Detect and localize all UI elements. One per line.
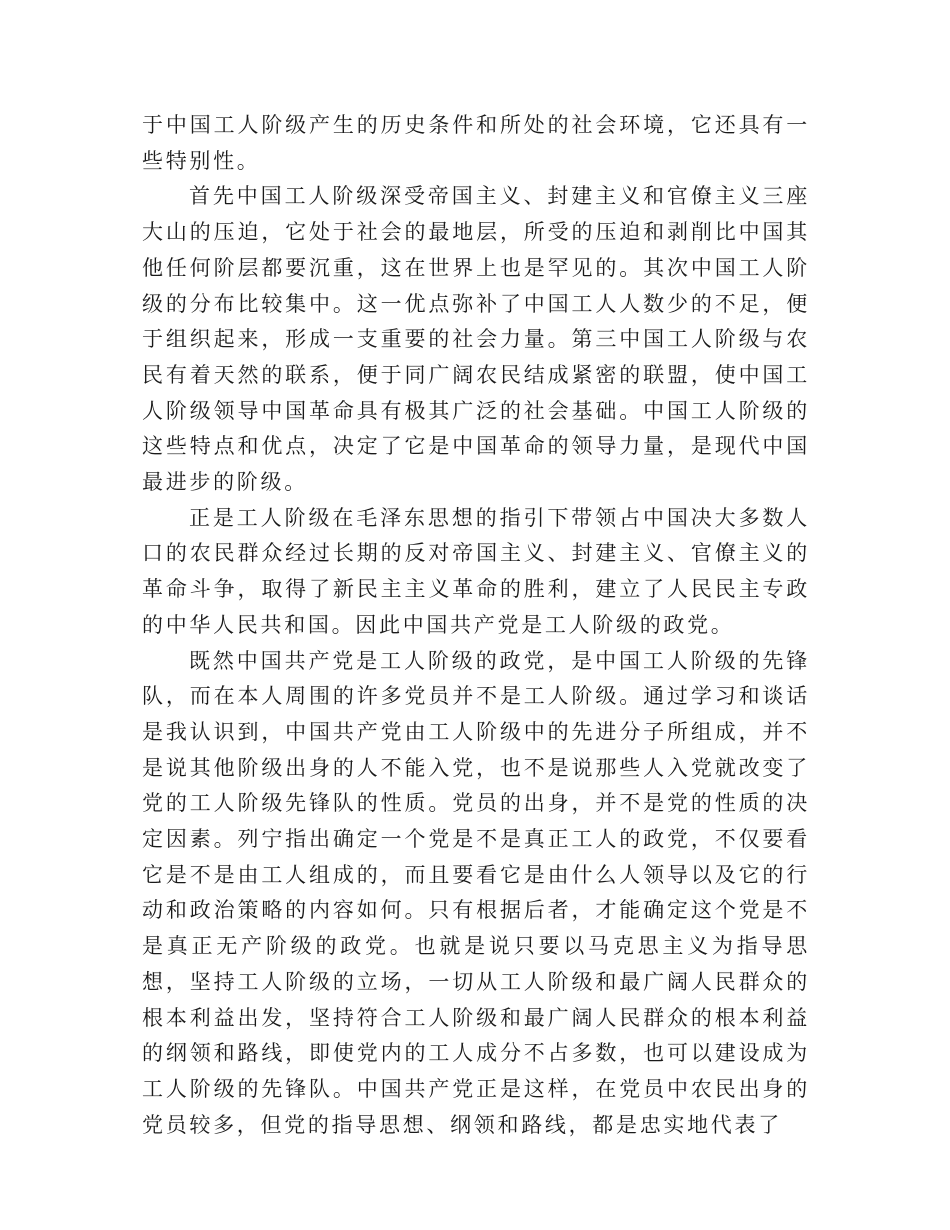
paragraph-2: 首先中国工人阶级深受帝国主义、封建主义和官僚主义三座大山的压迫，它处于社会的最地层，所受的压迫和剥削比中国其他任何阶层都要沉重，这在世界上也是罕见的。其次中国工人阶级的分布比较集中。这一优点弥补了中国工人人数少的不足，便于组织起来，形成一支重要的社会力量。第三中国工人阶级与农民有着天然的联系，便于同广阔农民结成紧密的联盟，使中国工人阶级领导中国革命具有极其广泛的社会基础。中国工人阶级的这些特点和优点，决定了它是中国革命的领导力量，是现代中国最进步的阶级。	[142, 184, 810, 495]
paragraph-4: 既然中国共产党是工人阶级的政党，是中国工人阶级的先锋队，而在本人周围的许多党员并不是工人阶级。通过学习和谈话是我认识到，中国共产党由工人阶级中的先进分子所组成，并不是说其他阶级出身的人不能入党，也不是说那些人入党就改变了党的工人阶级先锋队的性质。党员的出身，并不是党的性质的决定因素。列宁指出确定一个党是不是真正工人的政党，不仅要看它是不是由工人组成的，而且要看它是由什么人领导以及它的行动和政治策略的内容如何。只有根据后者，才能确定这个党是不是真正无产阶级的政党。也就是说只要以马克思主义为指导思想，坚持工人阶级的立场，一切从工人阶级和最广阔人民群众的根本利益出发，坚持符合工人阶级和最广阔人民群众的根本利益的纲领和路线，即使党内的工人成分不占多数，也可以建设成为工人阶级的先锋队。中国共产党正是这样，在党员中农民出身的党员较多，但党的指导思想、纲领和路线，都是忠实地代表了	[142, 648, 810, 1137]
document-body	[142, 108, 810, 1143]
paragraph-1: 于中国工人阶级产生的历史条件和所处的社会环境，它还具有一些特别性。	[142, 113, 810, 173]
paragraph-3: 正是工人阶级在毛泽东思想的指引下带领占中国决大多数人口的农民群众经过长期的反对帝国主义、封建主义、官僚主义的革命斗争，取得了新民主主义革命的胜利，建立了人民民主专政的中华人民共和国。因此中国共产党是工人阶级的政党。	[142, 505, 810, 637]
